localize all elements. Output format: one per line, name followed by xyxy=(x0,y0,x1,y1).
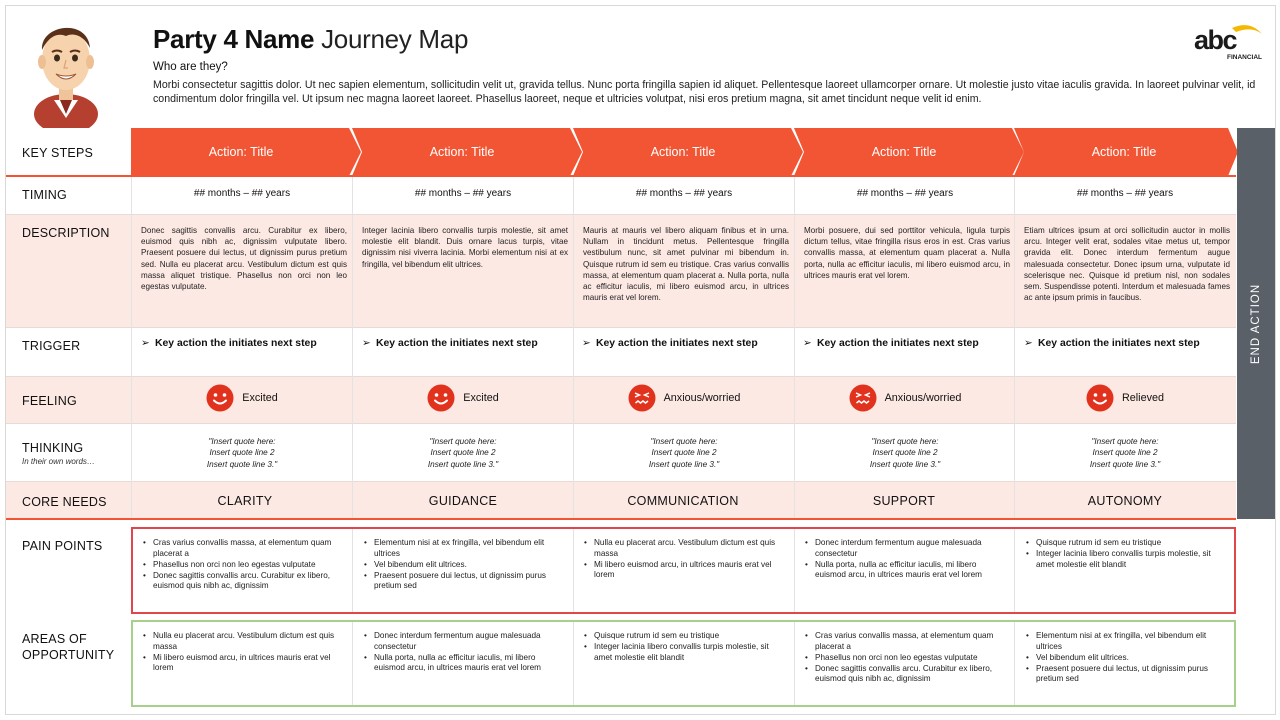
step-description: Integer lacinia libero convallis turpis molestie, sit amet molestie elit blandit. Duis ornare lacus turpis, vitae dignissim nisi viverra lacinia. Morbi elementum nisi at ex fringilla, vel bibendum elit ultrices. xyxy=(362,226,568,269)
list-item: • Vel bibendum elit ultrices. xyxy=(362,560,562,571)
column-divider xyxy=(1014,529,1015,612)
list-item: • Donec sagittis convallis arcu. Curabitur ex libero, euismod quis nibh ac, dignissim xyxy=(141,571,341,592)
column-divider xyxy=(352,622,353,705)
step-title: Action: Title xyxy=(1091,145,1157,159)
list-item: • Donec interdum fermentum augue malesuada consectetur xyxy=(362,631,562,652)
row-label-thinking: THINKING xyxy=(22,441,84,455)
row-label-trigger: TRIGGER xyxy=(22,339,81,353)
column-divider xyxy=(352,529,353,612)
timing-value: ## months – ## years xyxy=(414,188,512,199)
list-item: • Nulla eu placerat arcu. Vestibulum dictum est quis massa xyxy=(141,631,341,652)
step-title: Action: Title xyxy=(208,145,274,159)
list-item: • Cras varius convallis massa, at elementum quam placerat a xyxy=(141,538,341,559)
happy-face-icon xyxy=(427,384,455,412)
end-action-label: END ACTION xyxy=(1250,283,1263,364)
list-item: • Nulla porta, nulla ac efficitur iaculis, mi libero euismod arcu, in ultrices mauris erat vel lorem xyxy=(803,560,1003,581)
happy-face-icon xyxy=(206,384,234,412)
step-description: Morbi posuere, dui sed porttitor vehicula, ligula turpis dictum tellus, vitae fringilla risus eros in est. Cras varius convallis massa, at elementum quam placerat a. Nulla porta, nulla ac efficitur iaculis, mi libero euismod arcu, in ultrices mauris erat vel lorem. xyxy=(804,226,1010,280)
thinking-quote: "Insert quote here: Insert quote line 2 Insert quote line 3." xyxy=(427,437,499,469)
arrow-bullet-icon: ➢ xyxy=(362,338,371,349)
list-item: • Cras varius convallis massa, at elementum quam placerat a xyxy=(803,631,1003,652)
thinking-quote: "Insert quote here: Insert quote line 2 Insert quote line 3." xyxy=(869,437,941,469)
column-divider xyxy=(794,529,795,612)
arrow-bullet-icon: ➢ xyxy=(582,338,591,349)
list-item: • Donec interdum fermentum augue malesuada consectetur xyxy=(803,538,1003,559)
who-are-they-label: Who are they? xyxy=(153,61,228,73)
core-needs-divider xyxy=(6,518,1236,520)
timing-value: ## months – ## years xyxy=(193,188,291,199)
opportunities-list xyxy=(362,631,562,674)
thinking-quote: "Insert quote here: Insert quote line 2 Insert quote line 3." xyxy=(206,437,278,469)
list-item: • Vel bibendum elit ultrices. xyxy=(1024,653,1224,664)
opportunities-list xyxy=(1024,631,1224,685)
list-item: • Elementum nisi at ex fringilla, vel bibendum elit ultrices xyxy=(362,538,562,559)
row-separator xyxy=(6,327,1236,328)
worried-face-icon xyxy=(628,384,656,412)
list-item: • Mi libero euismod arcu, in ultrices mauris erat vel lorem xyxy=(582,560,782,581)
row-label-opportunity-line1: AREAS OF xyxy=(22,632,87,646)
list-item: • Integer lacinia libero convallis turpis molestie, sit amet molestie elit blandit xyxy=(1024,549,1224,570)
step-trigger: ➢ Key action the initiates next step xyxy=(141,338,317,349)
step-feeling: Anxious/worried xyxy=(574,384,794,412)
pain-points-list xyxy=(582,538,782,581)
list-item: • Praesent posuere dui lectus, ut dignissim purus pretium sed xyxy=(1024,664,1224,685)
row-separator xyxy=(6,481,1236,482)
arrow-bullet-icon: ➢ xyxy=(1024,338,1033,349)
step-title: Action: Title xyxy=(871,145,937,159)
step-title: Action: Title xyxy=(650,145,716,159)
persona-avatar xyxy=(30,14,102,130)
step-trigger: ➢ Key action the initiates next step xyxy=(803,338,979,349)
row-label-description: DESCRIPTION xyxy=(22,226,110,240)
happy-face-icon xyxy=(1086,384,1114,412)
step-feeling: Excited xyxy=(353,384,573,412)
list-item: • Praesent posuere dui lectus, ut dignissim purus pretium sed xyxy=(362,571,562,592)
row-label-feeling: FEELING xyxy=(22,394,77,408)
column-divider xyxy=(573,622,574,705)
svg-text:FINANCIAL: FINANCIAL xyxy=(1227,54,1262,61)
list-item: • Donec sagittis convallis arcu. Curabitur ex libero, euismod quis nibh ac, dignissim xyxy=(803,664,1003,685)
row-label-opportunity-line2: OPPORTUNITY xyxy=(22,648,115,662)
step-feeling: Relieved xyxy=(1015,384,1235,412)
timing-value: ## months – ## years xyxy=(1076,188,1174,199)
step-description: Donec sagittis convallis arcu. Curabitur ex libero, euismod quis nibh ac, dignissim vulputate libero. Praesent posuere dui lectus, ut dignissim purus pretium sed. Nulla eu placerat arcu. Vestibulum dictum est quis massa aliquet tristique. Phasellus non orci non leo egestas vulputate. xyxy=(141,226,347,292)
step-feeling: Excited xyxy=(132,384,352,412)
thinking-quote: "Insert quote here: Insert quote line 2 Insert quote line 3." xyxy=(1089,437,1161,469)
column-divider xyxy=(1014,622,1015,705)
svg-text:abc: abc xyxy=(1194,25,1237,55)
opportunities-list xyxy=(803,631,1003,685)
row-label-key-steps: KEY STEPS xyxy=(22,146,94,160)
pain-points-list xyxy=(803,538,1003,581)
abc-financial-logo xyxy=(1192,22,1262,62)
step-description: Mauris at mauris vel libero aliquam finibus et in urna. Nullam in tincidunt metus. Pellentesque fringilla vestibulum nunc, sit amet pulvinar mi bibendum in. Quisque rutrum id sem eu tristique. Cras varius convallis massa, at elementum quam placerat a. Nulla porta, nulla ac efficitur iaculis, mi libero euismod arcu, in ultrices mauris erat vel lorem. xyxy=(583,226,789,303)
pain-points-list xyxy=(141,538,341,592)
list-item: • Nulla porta, nulla ac efficitur iaculis, mi libero euismod arcu, in ultrices mauris erat vel lorem xyxy=(362,653,562,674)
list-item: • Mi libero euismod arcu, in ultrices mauris erat vel lorem xyxy=(141,653,341,674)
worried-face-icon xyxy=(849,384,877,412)
page-title: Party 4 Name Journey Map xyxy=(153,24,469,54)
timing-value: ## months – ## years xyxy=(856,188,954,199)
step-trigger: ➢ Key action the initiates next step xyxy=(1024,338,1200,349)
step-title: Action: Title xyxy=(429,145,495,159)
list-item: • Elementum nisi at ex fringilla, vel bibendum elit ultrices xyxy=(1024,631,1224,652)
column-divider xyxy=(794,622,795,705)
row-label-timing: TIMING xyxy=(22,188,67,202)
row-label-pain-points: PAIN POINTS xyxy=(22,539,103,553)
step-trigger: ➢ Key action the initiates next step xyxy=(362,338,538,349)
row-separator xyxy=(6,423,1236,424)
core-need: GUIDANCE xyxy=(428,494,498,508)
row-separator xyxy=(6,214,1236,215)
opportunities-list xyxy=(141,631,341,674)
step-trigger: ➢ Key action the initiates next step xyxy=(582,338,758,349)
list-item: • Nulla eu placerat arcu. Vestibulum dictum est quis massa xyxy=(582,538,782,559)
row-separator xyxy=(6,376,1236,377)
core-need: COMMUNICATION xyxy=(627,494,739,508)
pain-points-list xyxy=(362,538,562,592)
arrow-bullet-icon: ➢ xyxy=(803,338,812,349)
persona-intro: Morbi consectetur sagittis dolor. Ut nec sapien elementum, sollicitudin velit ut, gravida tellus. Nunc porta fringilla sapien id aliquet. Pellentesque laoreet ullamcorper ornare. Ut molestie justo vitae iaculis gravida. In laoreet pulvinar velit, id condimentum dolor fringilla vel. Ut ipsum nec magna laoreet laoreet. Phasellus laoreet, neque et ultricies volutpat, nisi eros pretium magna, sit amet tincidunt neque velit id enim. xyxy=(153,79,1256,105)
list-item: • Quisque rutrum id sem eu tristique xyxy=(1024,538,1224,549)
core-need: SUPPORT xyxy=(872,494,936,508)
row-sublabel-thinking: In their own words… xyxy=(22,457,95,466)
list-item: • Integer lacinia libero convallis turpis molestie, sit amet molestie elit blandit xyxy=(582,642,782,663)
row-label-core-needs: CORE NEEDS xyxy=(22,495,107,509)
list-item: • Quisque rutrum id sem eu tristique xyxy=(582,631,782,642)
timing-value: ## months – ## years xyxy=(635,188,733,199)
column-divider xyxy=(573,529,574,612)
core-need: AUTONOMY xyxy=(1087,494,1163,508)
list-item: • Phasellus non orci non leo egestas vulputate xyxy=(141,560,341,571)
thinking-quote: "Insert quote here: Insert quote line 2 Insert quote line 3." xyxy=(648,437,720,469)
core-need: CLARITY xyxy=(217,494,273,508)
opportunities-list xyxy=(582,631,782,664)
pain-points-list xyxy=(1024,538,1224,571)
arrow-bullet-icon: ➢ xyxy=(141,338,150,349)
step-feeling: Anxious/worried xyxy=(795,384,1015,412)
step-description: Etiam ultrices ipsum at orci sollicitudin auctor in mollis arcu. Integer velit erat, sodales vitae metus ut, tempor gravida elit. Donec interdum fermentum augue malesuada consectetur. Donec ipsum urna, vulputate id scelerisque nec. Quisque id pretium nisl, non sodales sem. Suspendisse potenti. Interdum et malesuada fames ac ante ipsum primis in faucibus. xyxy=(1024,226,1230,303)
list-item: • Phasellus non orci non leo egestas vulputate xyxy=(803,653,1003,664)
